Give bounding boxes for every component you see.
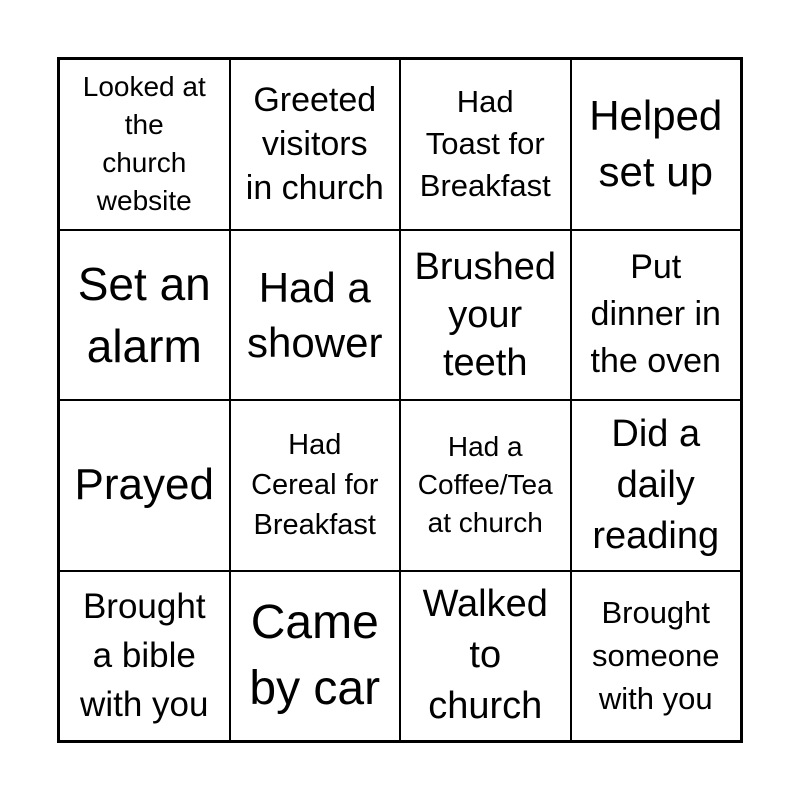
cell-label: Brought a bible with you xyxy=(80,587,209,725)
bingo-cell[interactable] xyxy=(400,571,571,742)
cell-label: Brought someone with you xyxy=(591,595,720,717)
cell-label: Greeted visitors in church xyxy=(245,81,384,208)
bingo-cell[interactable] xyxy=(571,59,742,230)
bingo-cell[interactable] xyxy=(571,400,742,571)
bingo-cell[interactable] xyxy=(59,400,230,571)
cell-label: Prayed xyxy=(74,460,214,510)
bingo-cell[interactable] xyxy=(571,571,742,742)
bingo-cell[interactable] xyxy=(230,230,401,401)
cell-label: Came by car xyxy=(249,595,381,715)
cell-label: Had Cereal for Breakfast xyxy=(251,429,379,542)
cell-label: Set an alarm xyxy=(77,257,211,372)
cell-label: Had a shower xyxy=(247,263,383,366)
bingo-board xyxy=(57,57,743,743)
cell-label: Brushed your teeth xyxy=(414,245,557,384)
cell-label: Had a Coffee/Tea at church xyxy=(417,431,553,539)
bingo-cell[interactable] xyxy=(571,230,742,401)
cell-label: Put dinner in the oven xyxy=(590,248,721,381)
cell-label: Walked to church xyxy=(422,583,548,728)
cell-label: Looked at the church website xyxy=(82,71,206,217)
bingo-cell[interactable] xyxy=(59,59,230,230)
bingo-cell[interactable] xyxy=(400,230,571,401)
cell-label: Did a daily reading xyxy=(592,412,720,557)
bingo-cell[interactable] xyxy=(230,59,401,230)
bingo-cell[interactable] xyxy=(400,59,571,230)
cell-label: Had Toast for Breakfast xyxy=(419,84,551,204)
bingo-cell[interactable] xyxy=(230,400,401,571)
bingo-cell[interactable] xyxy=(59,571,230,742)
bingo-cell[interactable] xyxy=(59,230,230,401)
bingo-cell[interactable] xyxy=(230,571,401,742)
cell-label: Helped set up xyxy=(589,92,723,196)
bingo-cell[interactable] xyxy=(400,400,571,571)
